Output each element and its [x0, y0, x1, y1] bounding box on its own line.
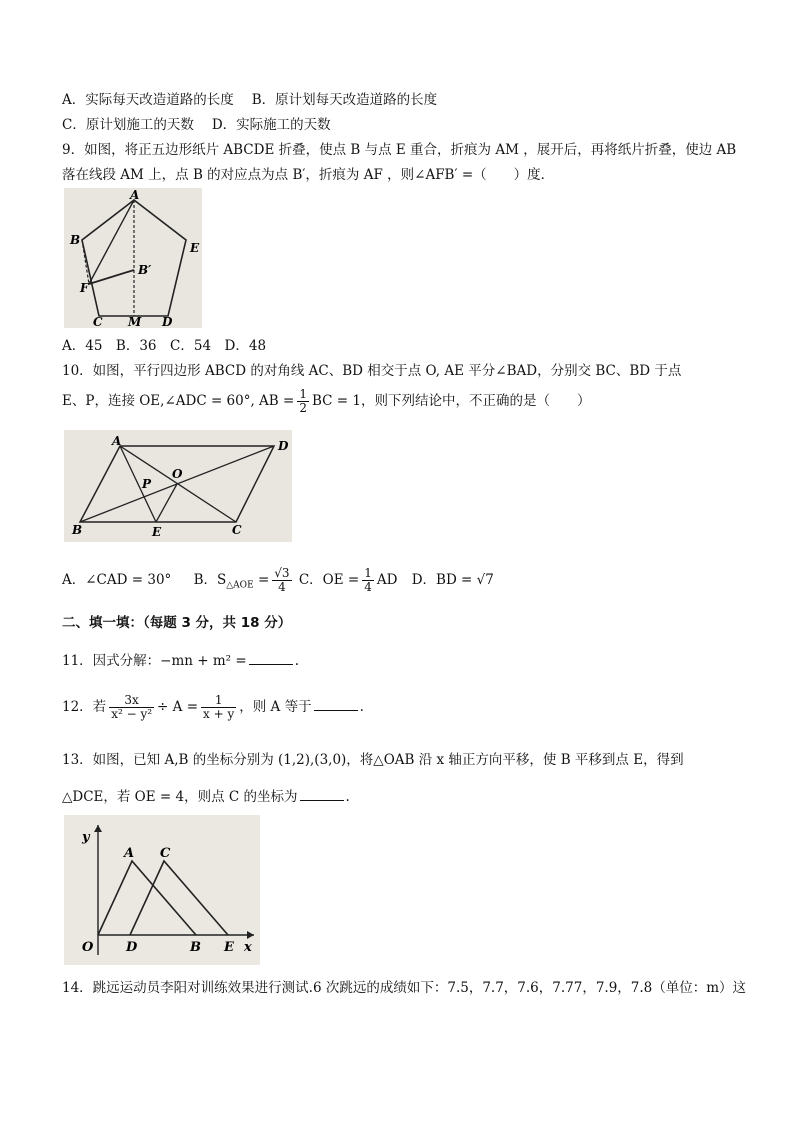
q9-label-b: B	[70, 233, 81, 247]
q10-label-b: B	[72, 523, 83, 537]
q11	[62, 650, 299, 671]
q11-text: 11．因式分解：−mn + m² =	[62, 653, 247, 669]
section-2-heading: 二、填一填：（每题 3 分，共 18 分）	[62, 615, 292, 631]
q10-option-b-eq: =	[257, 572, 270, 588]
q9-stem-line1: 9．如图，将正五边形纸片 ABCDE 折叠，使点 B 与点 E 重合，折痕为 AM ，展开后，再将纸片折叠，使边 AB	[62, 142, 737, 158]
q9-label-c: C	[93, 315, 103, 328]
q10-option-a: A．∠CAD = 30°	[62, 572, 172, 588]
q12	[62, 688, 364, 726]
q8-option-a: A．实际每天改造道路的长度	[62, 92, 234, 108]
q13-end: .	[345, 789, 350, 805]
q8-option-c: C．原计划施工的天数	[62, 117, 194, 133]
q10-option-d: D．BD = √7	[411, 572, 494, 588]
q10-frac-num: 1	[299, 387, 307, 402]
q9-pentagon-figure	[64, 188, 202, 328]
q10-stem-line2	[62, 384, 590, 418]
q12-post: ，则 A 等于	[239, 699, 312, 715]
q9-label-e: E	[190, 241, 200, 255]
q10-label-p: P	[142, 477, 152, 491]
q10-option-b-pre: B．S	[193, 572, 227, 588]
q13-label-x: x	[244, 940, 252, 955]
q10-frac-den: 2	[299, 401, 307, 415]
q13-label-c: C	[160, 846, 171, 861]
q13-stem-line1: 13．如图，已知 A,B 的坐标分别为 (1,2),(3,0)，将△OAB 沿 x 轴正方向平移，使 B 平移到点 E，得到	[62, 752, 684, 768]
q9-stem-line2: 落在线段 AM 上，点 B 的对应点为点 B′，折痕为 AF ，则∠AFB′ =（ ）度．	[62, 167, 555, 183]
q10-label-d: D	[278, 439, 289, 453]
q9-label-a: A	[130, 188, 140, 202]
q10-option-b-den: 4	[278, 580, 286, 594]
q12-pre: 12．若	[62, 699, 107, 715]
q10-option-b-sub: △AOE	[226, 580, 254, 591]
q12-mid: ÷ A =	[157, 699, 199, 715]
q10-label-a: A	[112, 434, 122, 448]
q12-answer-blank[interactable]	[314, 696, 358, 711]
q8-option-b: B．原计划每天改造道路的长度	[251, 92, 438, 108]
q9-label-f: F	[80, 281, 89, 295]
q9-label-d: D	[162, 315, 173, 328]
q10-fraction-half	[297, 388, 309, 414]
q12-fraction-left	[109, 694, 154, 720]
q8-option-d: D．实际施工的天数	[211, 117, 331, 133]
q12-fraction-right	[201, 694, 236, 720]
q10-label-e: E	[152, 525, 162, 539]
q13-label-y: y	[82, 830, 90, 845]
q9-label-m: M	[128, 315, 142, 328]
q10-line2-pre: E、P，连接 OE,∠ADC = 60°, AB =	[62, 393, 295, 409]
q8-options-row2	[62, 115, 331, 135]
q12-end: .	[359, 699, 364, 715]
q10-option-c-pre: C．OE =	[298, 572, 360, 588]
q12-den: x² − y²	[111, 707, 153, 721]
q12-num: 3x	[109, 694, 154, 708]
q10-label-o: O	[172, 467, 183, 481]
q11-answer-blank[interactable]	[249, 650, 293, 665]
q13-label-b: B	[190, 940, 201, 955]
q9-options: A．45 B．36 C．54 D．48	[62, 338, 267, 354]
q10-line2-post: BC = 1，则下列结论中，不正确的是（ ）	[311, 393, 591, 409]
q10-option-c-frac	[362, 567, 374, 593]
q14-stem-line1: 14．跳远运动员李阳对训练效果进行测试.6 次跳远的成绩如下：7.5，7.7，7.6，7.77，7.9，7.8（单位：m）这	[62, 980, 747, 996]
q13-coordinate-figure	[64, 815, 260, 965]
q12-den2: x + y	[203, 707, 235, 721]
q10-option-b-frac	[272, 567, 291, 593]
q11-end: .	[294, 653, 299, 669]
q10-option-c-den: 4	[364, 580, 372, 594]
q10-options	[62, 562, 494, 604]
q13-stem-line2	[62, 786, 350, 807]
q13-label-a: A	[124, 846, 135, 861]
q10-label-c: C	[232, 523, 242, 537]
q13-answer-blank[interactable]	[300, 786, 344, 801]
q13-label-e: E	[224, 940, 234, 955]
q13-label-d: D	[126, 940, 138, 955]
q13-label-o: O	[82, 940, 94, 955]
q10-parallelogram-figure	[64, 430, 292, 542]
q10-option-b-num: √3	[274, 566, 290, 581]
q10-option-c-num: 1	[364, 566, 372, 581]
q10-stem-line1: 10．如图，平行四边形 ABCD 的对角线 AC、BD 相交于点 O, AE 平分∠BAD，分别交 BC、BD 于点	[62, 363, 682, 379]
q8-options-row1	[62, 90, 437, 110]
q13-line2-text: △DCE，若 OE = 4，则点 C 的坐标为	[62, 789, 298, 805]
q9-label-b-prime: B′	[138, 263, 152, 277]
q12-num2: 1	[201, 694, 236, 708]
q10-option-c-post: AD	[376, 572, 398, 588]
